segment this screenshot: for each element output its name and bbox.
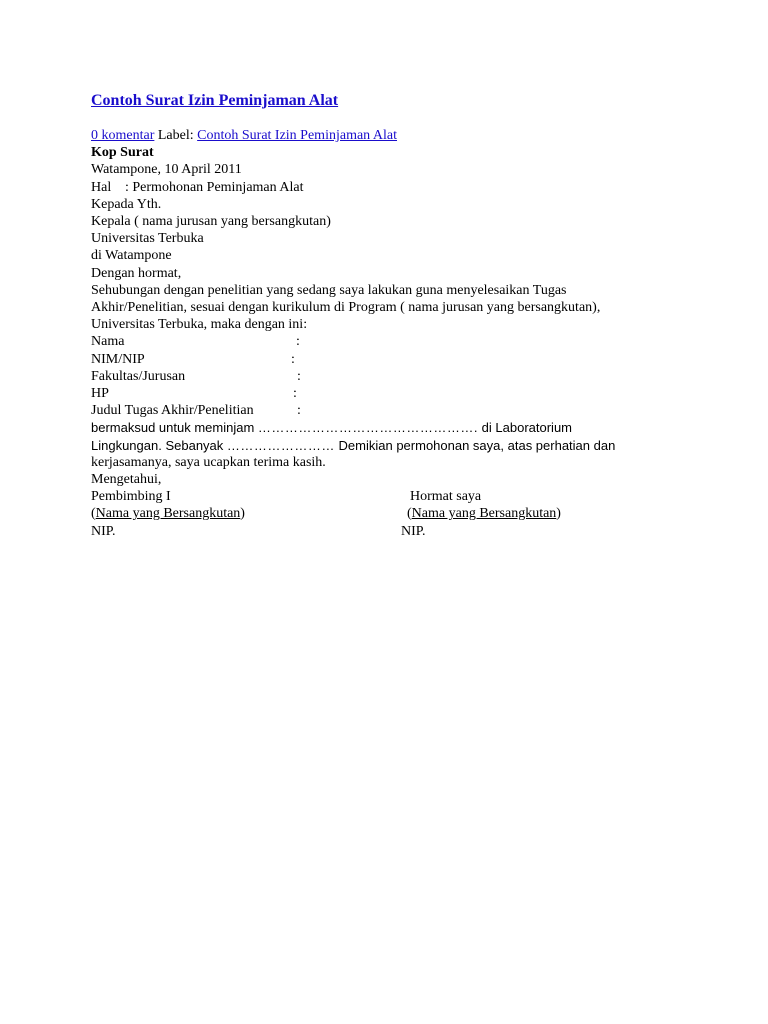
borrow-line-2 <box>91 437 691 454</box>
sig-left-nip: NIP. <box>91 523 116 539</box>
letter-heading: Kop Surat <box>91 145 154 161</box>
post-title <box>91 91 691 111</box>
subject-label: Hal <box>91 179 112 195</box>
borrow-text: Demikian permohonan saya, atas perhatian dan <box>338 437 616 453</box>
acknowledged: Mengetahui, <box>91 472 162 488</box>
label-link[interactable]: Contoh Surat Izin Peminjaman Alat <box>197 128 398 143</box>
borrow-text: bermaksud untuk meminjam <box>91 420 255 436</box>
field-judul <box>91 402 691 419</box>
sig-left-title: Pembimbing I <box>91 489 171 505</box>
sig-right-nip: NIP. <box>401 523 426 539</box>
label-prefix: Label: <box>157 128 194 143</box>
field-colon: : <box>293 386 297 402</box>
body-line-3: Universitas Terbuka, maka dengan ini: <box>91 317 308 333</box>
field-label: NIM/NIP <box>91 351 145 367</box>
recipient-line-4: di Watampone <box>91 248 172 264</box>
field-label: Nama <box>91 334 125 350</box>
recipient-line-2: Kepala ( nama jurusan yang bersangkutan) <box>91 214 331 230</box>
field-fakultas <box>91 368 691 385</box>
sig-right-title: Hormat saya <box>410 489 482 505</box>
field-label: HP <box>91 386 109 402</box>
field-nim <box>91 351 691 368</box>
field-colon: : <box>297 403 301 419</box>
subject-value: : Permohonan Peminjaman Alat <box>125 179 304 195</box>
post-title-link[interactable]: Contoh Surat Izin Peminjaman Alat <box>91 92 339 109</box>
field-label: Judul Tugas Akhir/Penelitian <box>91 403 254 419</box>
sig-right-name-text: Nama yang Bersangkutan <box>411 506 557 522</box>
comments-link[interactable]: 0 komentar <box>91 128 155 143</box>
field-label: Fakultas/Jurusan <box>91 368 186 384</box>
signature-titles <box>91 488 691 505</box>
borrow-line-1 <box>91 419 691 436</box>
field-colon: : <box>291 351 295 367</box>
field-hp <box>91 385 691 402</box>
post-meta <box>91 127 691 144</box>
body-line-2: Akhir/Penelitian, sesuai dengan kurikulum di Program ( nama jurusan yang bersangkutan), <box>91 300 601 316</box>
document-page <box>91 91 691 540</box>
subject-line <box>91 179 691 196</box>
signature-names <box>91 505 691 522</box>
recipient-line-3: Universitas Terbuka <box>91 231 204 247</box>
field-colon: : <box>296 334 300 350</box>
sig-left-name: (Nama yang Bersangkutan) <box>91 506 245 522</box>
borrow-line-3: kerjasamanya, saya ucapkan terima kasih. <box>91 454 326 470</box>
body-line-1: Sehubungan dengan penelitian yang sedang saya lakukan guna menyelesaikan Tugas <box>91 282 567 298</box>
place-date: Watampone, 10 April 2011 <box>91 162 242 178</box>
blank-dots: …………………………………………. <box>257 420 479 436</box>
field-colon: : <box>297 368 301 384</box>
sig-left-name-text: Nama yang Bersangkutan <box>95 506 241 522</box>
field-nama <box>91 333 691 350</box>
borrow-text: di Laboratorium <box>481 420 572 436</box>
blank-dots: …………………… <box>226 437 335 453</box>
signature-nips <box>91 523 691 540</box>
recipient-line-1: Kepada Yth. <box>91 196 162 212</box>
sig-right-name: (Nama yang Bersangkutan) <box>407 506 561 522</box>
greeting: Dengan hormat, <box>91 265 182 281</box>
borrow-text: Lingkungan. Sebanyak <box>91 437 224 453</box>
